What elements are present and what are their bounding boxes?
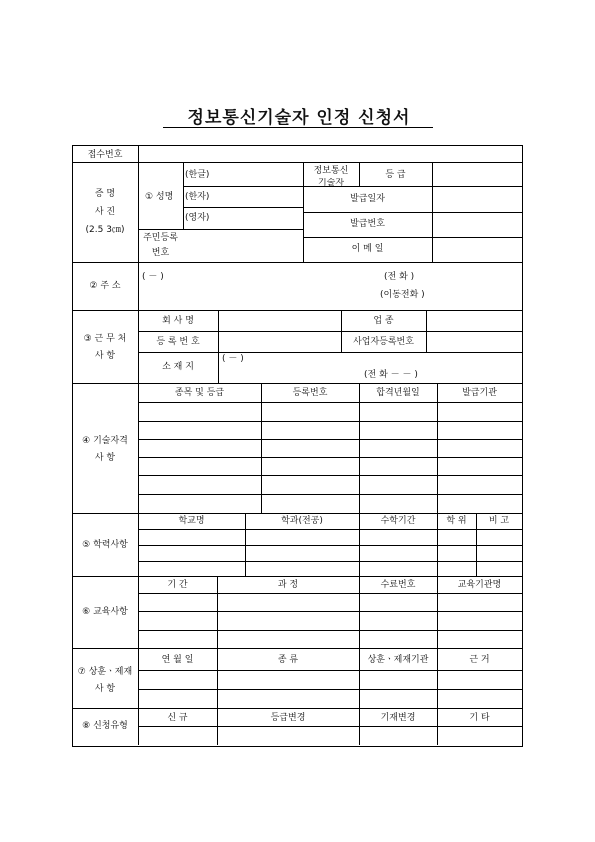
application-type-header: 신 규 (167, 713, 188, 723)
location-postal-code: ( － ) (222, 354, 244, 364)
application-type-header: 기재변경 (380, 713, 416, 723)
form-title: 정보통신기술자 인정 신청서 (187, 108, 411, 128)
name-english-field[interactable] (230, 208, 302, 228)
section-divider (72, 708, 522, 709)
location-field[interactable] (219, 353, 521, 382)
application-type-entry-change-checkbox[interactable] (360, 727, 436, 744)
section-divider (72, 513, 522, 514)
row-divider (138, 475, 522, 476)
name-english-label: (영자) (185, 213, 210, 223)
section-divider (72, 383, 522, 384)
grade-label: 등 급 (385, 170, 406, 180)
email-label: 이 메 일 (351, 244, 384, 254)
row-divider (138, 630, 522, 631)
row-divider (138, 421, 522, 422)
business-reg-number-field[interactable] (427, 332, 521, 351)
qualification-header: 발급기관 (462, 388, 497, 398)
resident-number-label: 주민등록 (143, 233, 178, 243)
registration-number-field[interactable] (219, 332, 340, 351)
engineer-label: 정보통신 (313, 166, 349, 176)
education-label: ⑤ 학력사항 (82, 540, 128, 550)
application-type-header: 기 타 (469, 713, 490, 723)
row-divider (138, 457, 522, 458)
issue-date-label: 발급일자 (350, 194, 385, 204)
name-hanja-label: (한자) (185, 192, 210, 202)
workplace-phone: (전 화 － － ) (364, 370, 418, 380)
address-field[interactable] (139, 263, 379, 309)
education-header: 학 위 (446, 516, 467, 526)
title-underline (163, 127, 433, 128)
qualification-header: 등록번호 (292, 388, 328, 398)
row-divider (138, 494, 522, 495)
engineer-label-2: 기술자 (317, 178, 345, 186)
address-label: ② 주 소 (89, 281, 121, 291)
awards-header: 종 류 (277, 655, 299, 665)
application-type-other-checkbox[interactable] (438, 727, 521, 744)
training-label: ⑥ 교육사항 (82, 607, 128, 617)
business-type-field[interactable] (427, 311, 521, 330)
awards-header: 상훈ㆍ제재기관 (367, 655, 429, 665)
row-divider (138, 593, 522, 594)
email-field[interactable] (433, 238, 521, 261)
receipt-number-label: 접수번호 (87, 150, 123, 160)
photo-size-label: (2.5 3㎝) (85, 225, 125, 235)
qualification-header: 종목 및 등급 (174, 388, 225, 398)
receipt-number-field[interactable] (139, 146, 521, 161)
cell-divider (183, 162, 184, 229)
training-header: 기 간 (167, 580, 188, 590)
issue-date-field[interactable] (433, 187, 521, 211)
qualification-header: 합격년월일 (376, 388, 420, 398)
issue-number-label: 발급번호 (350, 219, 385, 229)
resident-number-label-2: 번호 (151, 248, 170, 258)
name-label: ① 성명 (145, 192, 174, 202)
application-type-new-checkbox[interactable] (139, 727, 216, 744)
section-divider (72, 648, 522, 649)
row-divider (138, 402, 522, 403)
awards-header: 근 거 (469, 655, 490, 665)
education-header: 학과(전공) (281, 516, 323, 526)
awards-label-2: 사 항 (94, 684, 116, 694)
business-reg-number-label: 사업자등록번호 (353, 337, 414, 347)
row-divider (138, 529, 522, 530)
qualification-label: ④ 기술자격 (82, 436, 128, 446)
row-divider (138, 439, 522, 440)
photo-label-2: 사 진 (94, 207, 116, 217)
resident-number-field[interactable] (184, 230, 302, 261)
section-divider (72, 576, 522, 577)
awards-header: 연 월 일 (161, 655, 194, 665)
location-label: 소 재 지 (162, 362, 194, 372)
row-divider (138, 561, 522, 562)
row-divider (138, 670, 522, 671)
application-type-grade-change-checkbox[interactable] (218, 727, 358, 744)
address-phone: (전 화 ) (384, 272, 415, 282)
training-header: 수료번호 (380, 580, 416, 590)
photo-label-1: 증 명 (94, 189, 116, 199)
application-type-label: ⑧ 신청유형 (82, 721, 128, 731)
company-name-label: 회 사 명 (162, 316, 194, 326)
company-name-field[interactable] (219, 311, 340, 330)
row-divider (138, 611, 522, 612)
training-header: 교육기관명 (457, 580, 502, 590)
registration-number-label: 등 록 번 호 (156, 337, 200, 347)
name-hanja-field[interactable] (230, 187, 302, 206)
qualification-label-2: 사 항 (94, 453, 116, 463)
workplace-label: ③ 근 무 처 (83, 334, 127, 344)
name-korean-label: (한글) (185, 170, 210, 180)
education-header: 학교명 (178, 516, 205, 526)
address-mobile: (이동전화 ) (380, 290, 425, 300)
address-postal-code: ( － ) (142, 272, 164, 282)
training-header: 과 정 (277, 580, 299, 590)
workplace-label-2: 사 항 (94, 351, 116, 361)
issue-number-field[interactable] (433, 213, 521, 236)
business-type-label: 업 종 (373, 316, 394, 326)
application-type-header: 등급변경 (270, 713, 306, 723)
education-header: 수학기간 (380, 516, 416, 526)
education-header: 비 고 (488, 516, 510, 526)
awards-label: ⑦ 상훈ㆍ제재 (77, 667, 133, 677)
row-divider (138, 689, 522, 690)
name-korean-field[interactable] (230, 163, 302, 185)
row-divider (138, 545, 522, 546)
grade-field[interactable] (433, 163, 521, 185)
